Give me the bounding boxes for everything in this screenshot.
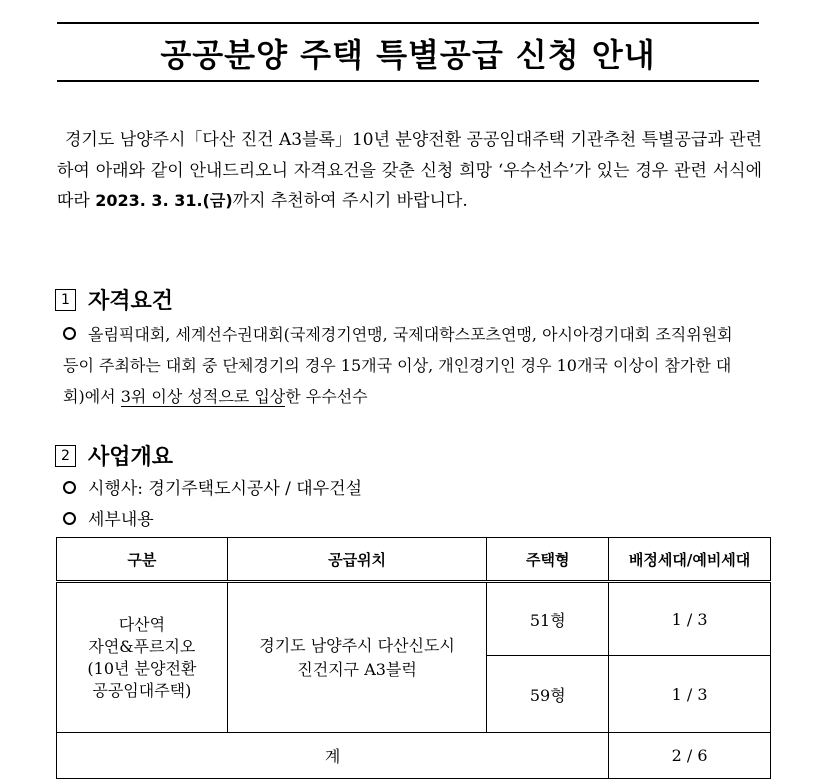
allocation-cell: 1 / 3: [609, 582, 771, 656]
circle-bullet-icon: [63, 327, 76, 340]
details-bullet: [63, 505, 154, 530]
location-line: 진건지구 A3블럭: [297, 659, 417, 679]
project-line: (10년 분양전환: [87, 658, 197, 678]
details-text: 세부내용: [88, 510, 154, 530]
total-units-cell: 2 / 6: [609, 733, 771, 779]
header-housing-type: 주택형: [487, 538, 609, 582]
circle-bullet-icon: [63, 512, 76, 525]
table-total-row: [57, 733, 771, 779]
section-number: 1: [55, 289, 76, 311]
section-heading-qualification: [55, 284, 173, 315]
header-allocation: 배정세대/예비세대: [609, 538, 771, 582]
intro-paragraph: [57, 125, 762, 217]
project-name-cell: [57, 582, 228, 733]
housing-type-cell: 59형: [487, 656, 609, 733]
circle-bullet-icon: [63, 481, 76, 494]
title-bottom-rule: [57, 80, 759, 82]
developer-bullet: [63, 474, 362, 499]
location-line: 경기도 남양주시 다산신도시: [259, 635, 455, 655]
developer-text: 시행사: 경기주택도시공사 / 대우건설: [88, 479, 362, 499]
intro-text-end: 까지 추천하여 주시기 바랍니다.: [232, 191, 468, 211]
section-title: 사업개요: [88, 445, 174, 470]
qualification-bullet: [63, 319, 748, 412]
section-title: 자격요건: [88, 289, 174, 314]
qualification-text: 올림픽대회, 세계선수권대회(국제경기연맹, 국제대학스포츠연맹, 아시아경기대회 조직위원회 등이 주최하는 대회 중 단체경기의 경우 15개국 이상, 개인경기인 경우 10개국 이상이 참가한 대회)에서: [63, 325, 733, 406]
qualification-text-end: 한 우수선수: [285, 387, 368, 406]
allocation-cell: 1 / 3: [609, 656, 771, 733]
qualification-underlined: 3위 이상 성적으로 입상: [120, 387, 286, 406]
location-cell: [227, 582, 487, 733]
supply-table: [56, 537, 771, 779]
table-row: [57, 582, 771, 656]
header-category: 구분: [57, 538, 228, 582]
project-line: 공공임대주택): [92, 680, 192, 700]
intro-text: 경기도 남양주시「다산 진건 A3블록」10년 분양전환 공공임대주택 기관추천 특별공급과 관련하여 아래와 같이 안내드리오니 자격요건을 갖춘 신청 희망 ‘우수선수’가 있는 경우 관련 서식에 따라: [57, 130, 762, 211]
housing-type-cell: 51형: [487, 582, 609, 656]
table-header-row: [57, 538, 771, 582]
page-title: 공공분양 주택 특별공급 신청 안내: [160, 36, 656, 74]
project-line: 자연&푸르지오: [88, 636, 196, 656]
intro-deadline: 2023. 3. 31.(금): [95, 191, 233, 210]
section-heading-overview: [55, 440, 173, 471]
header-location: 공급위치: [227, 538, 487, 582]
total-label-cell: 계: [57, 733, 609, 779]
project-line: 다산역: [118, 614, 166, 634]
section-number: 2: [55, 445, 76, 467]
title-top-rule: [57, 22, 759, 24]
